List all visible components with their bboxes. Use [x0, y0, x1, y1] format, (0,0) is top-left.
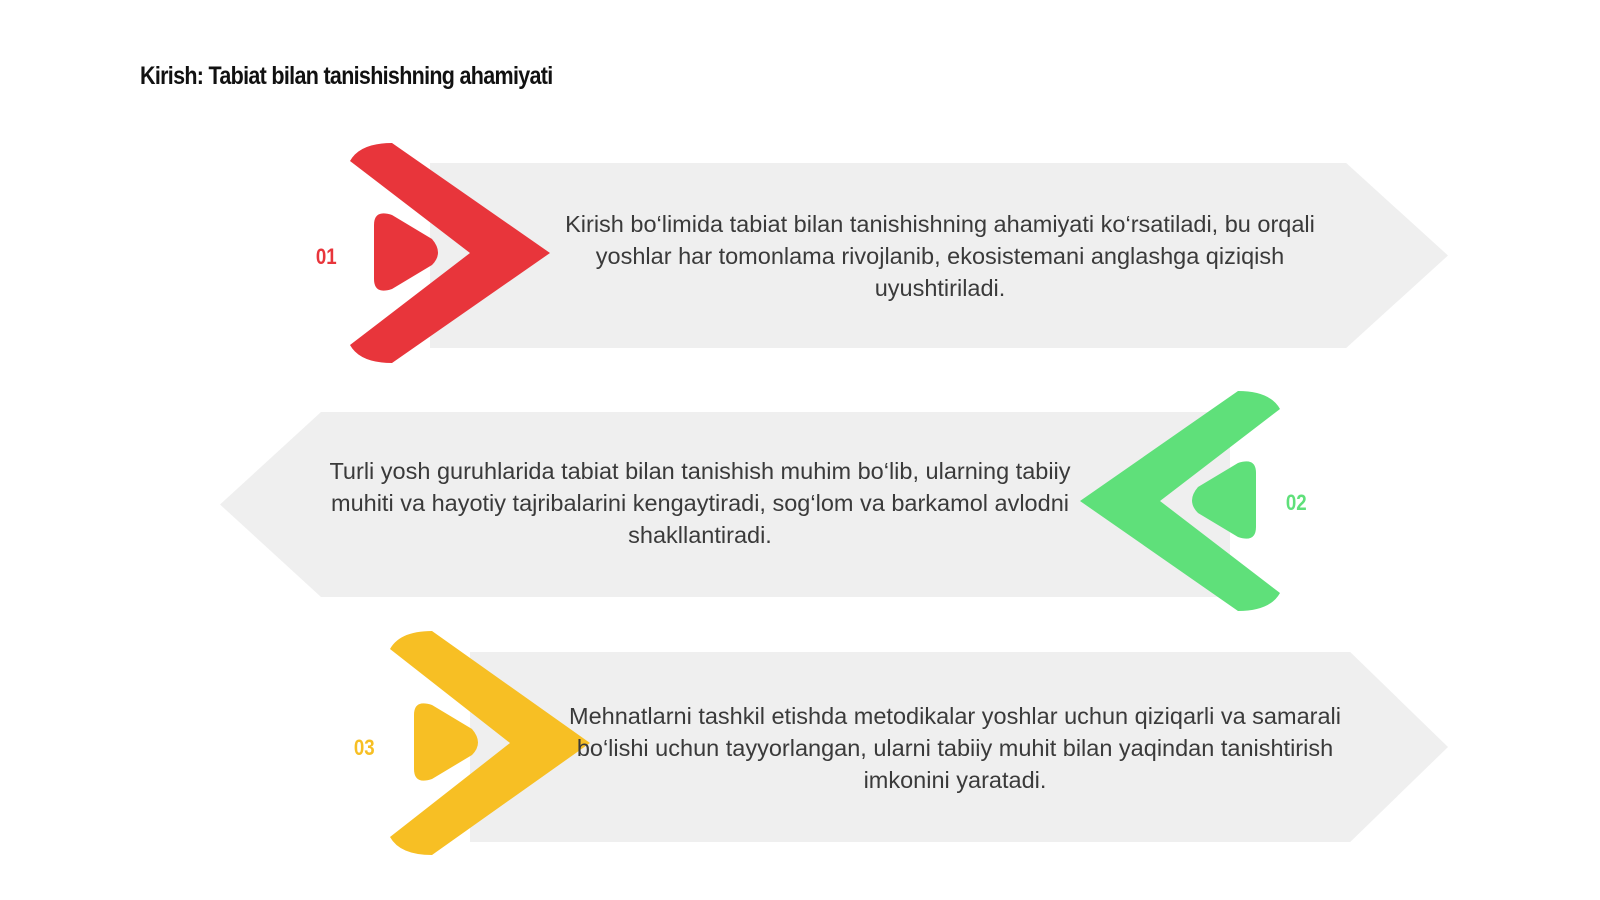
chevron-right-icon-inner [414, 703, 478, 780]
step-02-text: Turli yosh guruhlarida tabiat bilan tanishish muhim bo‘lib, ularning tabiiy muhiti va hayotiy tajribalarini kengaytiradi, sog‘lom va barkamol avlodni shakllantiradi. [329, 458, 1071, 548]
step-01-text: Kirish bo‘limida tabiat bilan tanishishning ahamiyati ko‘rsatiladi, bu orqali yoshlar har tomonlama rivojlanib, ekosistemani anglashga qiziqish uyushtiriladi. [565, 211, 1315, 301]
chevron-left-icon [1070, 383, 1290, 618]
step-01-number: 01 [315, 244, 337, 269]
chevron-left-icon-inner [1192, 461, 1256, 538]
page-title: Kirish: Tabiat bilan tanishishning ahamiyati [140, 62, 553, 90]
chevron-right-icon [340, 135, 560, 370]
step-03-number: 03 [353, 735, 375, 760]
chevron-right-icon-inner [374, 213, 438, 290]
step-02-number: 02 [1285, 490, 1307, 515]
step-03-text: Mehnatlarni tashkil etishda metodikalar yoshlar uchun qiziqarli va samarali bo‘lishi uchun tayyorlangan, ularni tabiiy muhit bilan yaqindan tanishtirish imkonini yaratadi. [569, 703, 1341, 793]
